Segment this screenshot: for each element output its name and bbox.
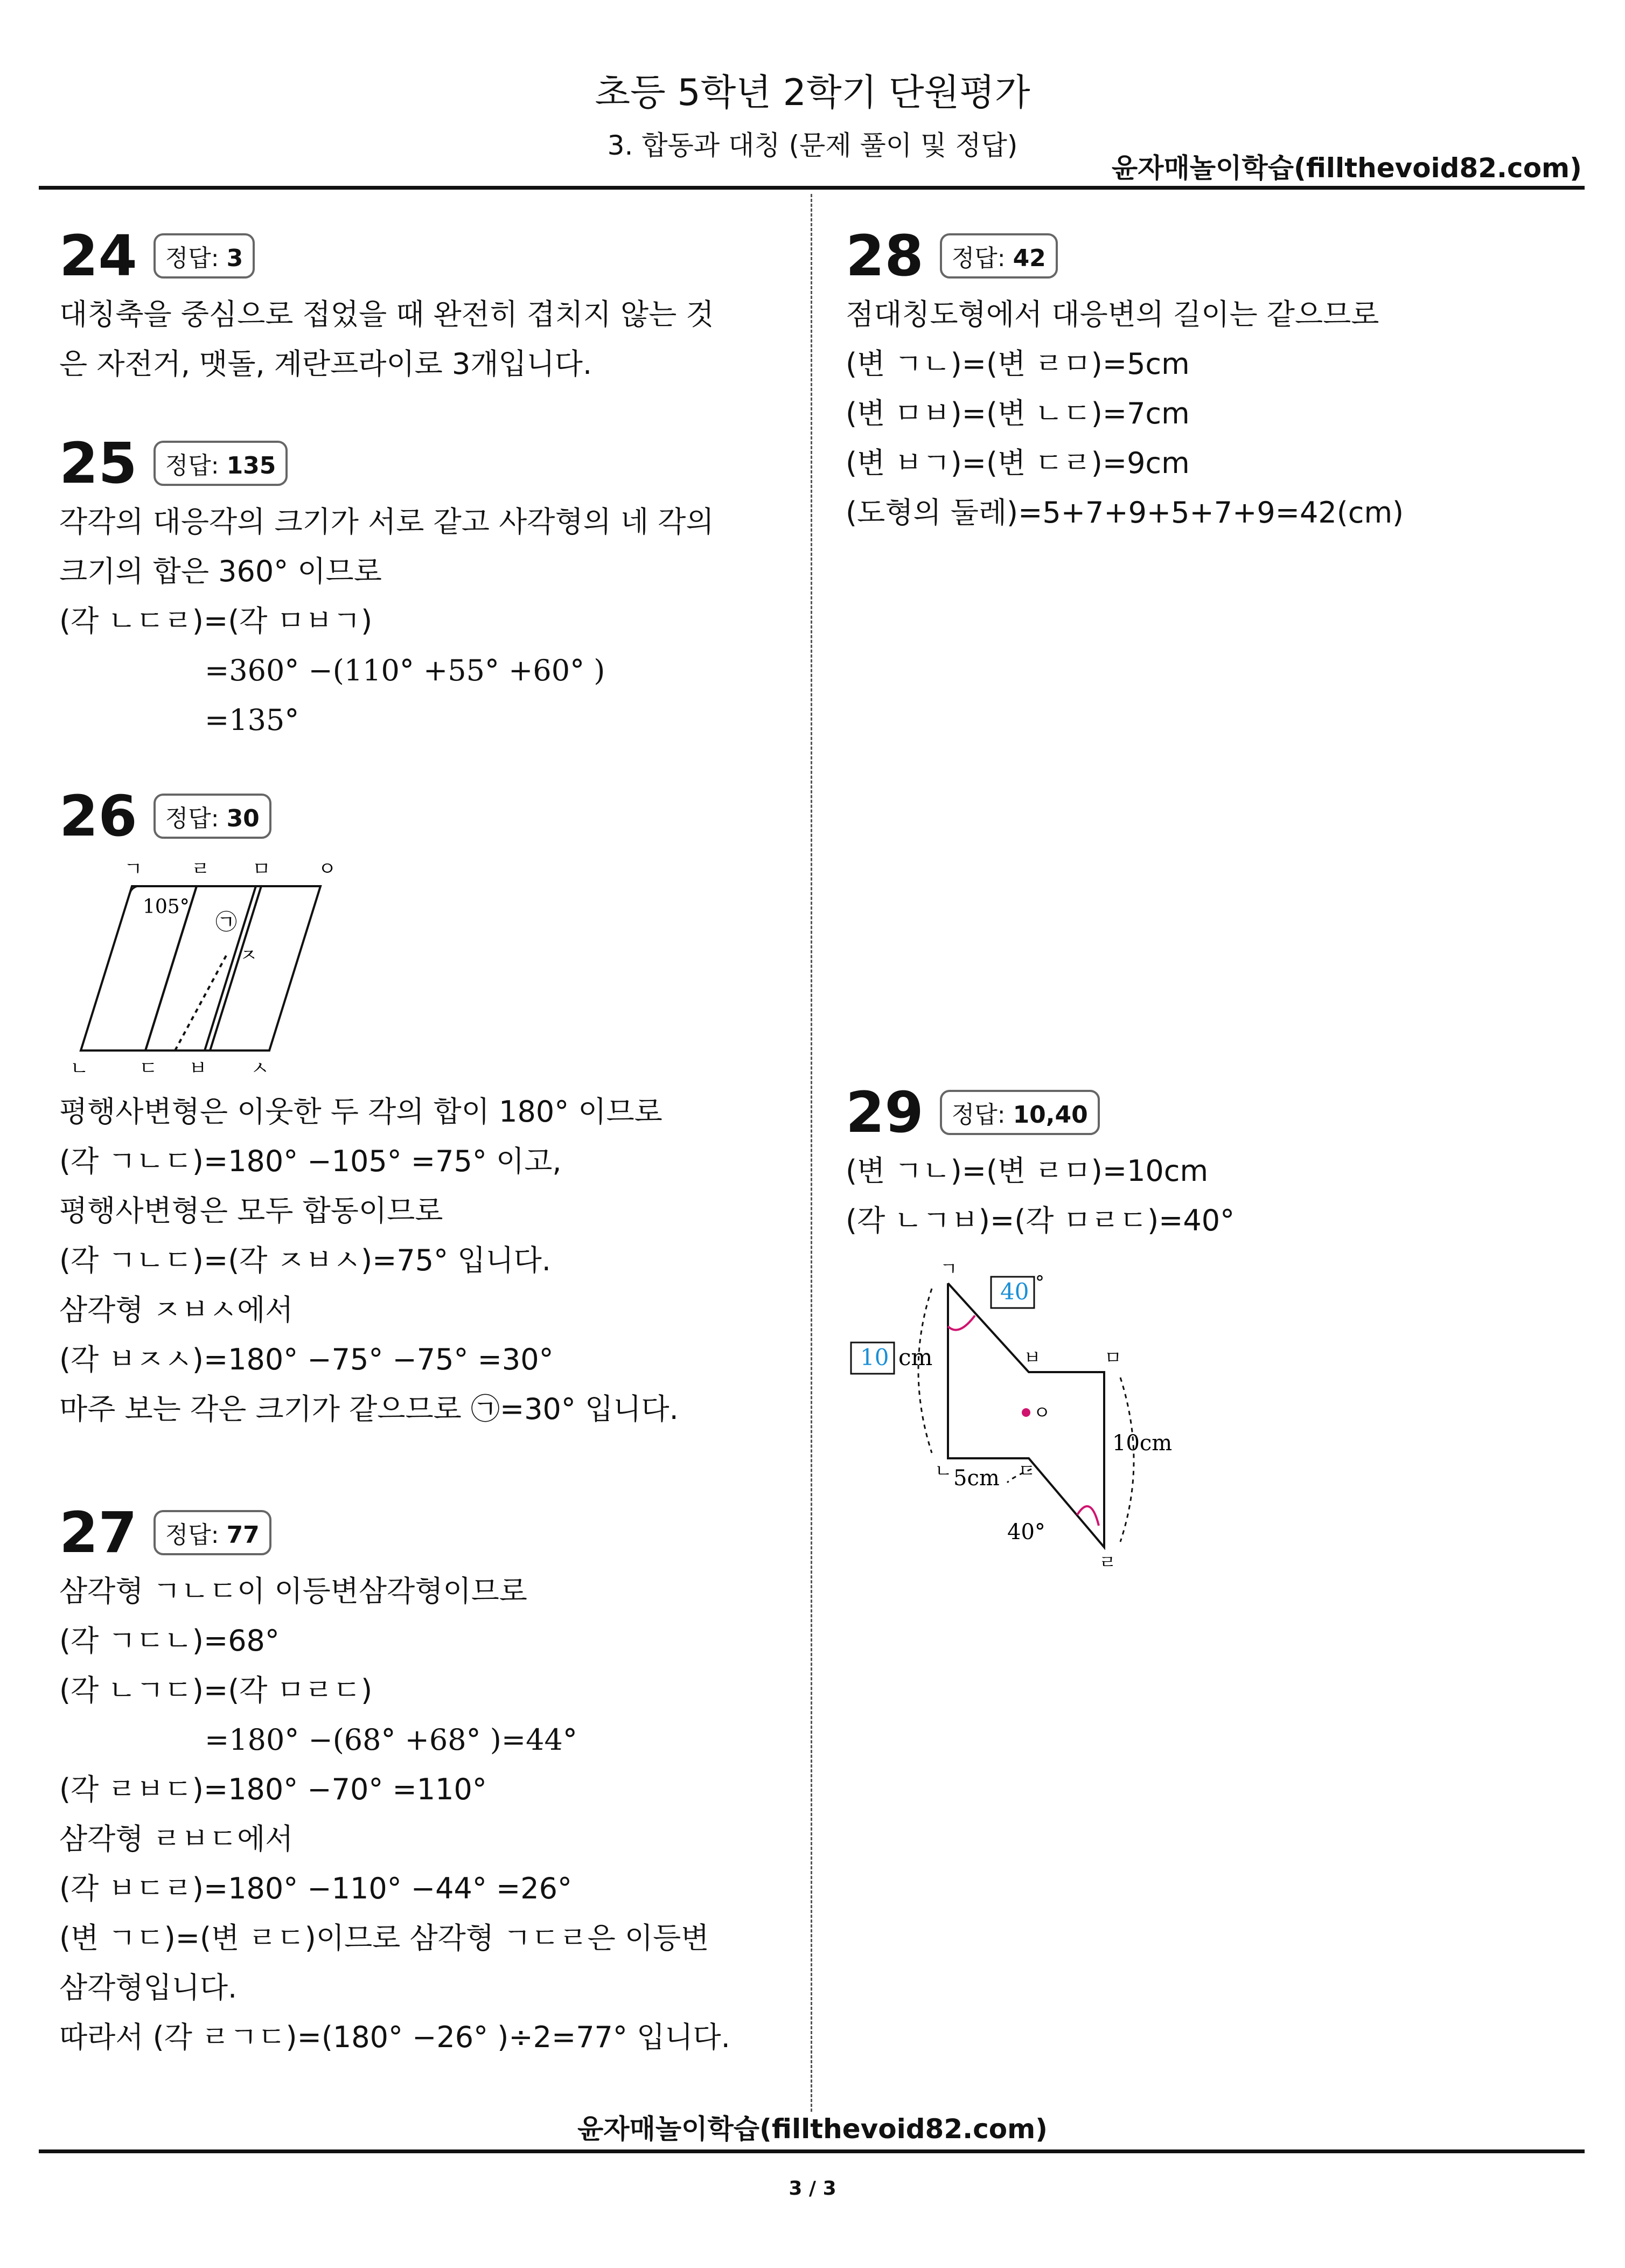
answer-badge: 정답: 30 (154, 794, 271, 839)
answer-angle-box: 40 (1000, 1278, 1029, 1305)
question-number: 27 (59, 1500, 137, 1566)
question-number: 28 (846, 223, 924, 289)
svg-text:ㅈ: ㅈ (240, 945, 257, 966)
svg-text:ㅂ: ㅂ (189, 1058, 207, 1080)
answer-badge: 정답: 3 (154, 233, 255, 279)
solution-line: (변 ㄱㄷ)=(변 ㄹㄷ)이므로 삼각형 ㄱㄷㄹ은 이등변 (59, 1921, 709, 1955)
svg-text:°: ° (1035, 1272, 1044, 1293)
brand-header: 윤자매놀이학습(fillthevoid82.com) (1111, 152, 1582, 184)
svg-text:ㄷ: ㄷ (139, 1058, 158, 1080)
svg-text:cm: cm (898, 1344, 933, 1370)
solution-line: =180° −(68° +68° )=44° (205, 1723, 577, 1757)
footer-divider (39, 2149, 1585, 2153)
solution-line: 각각의 대응각의 크기가 서로 같고 사각형의 네 각의 (59, 505, 714, 539)
solution-line: 은 자전거, 맷돌, 계란프라이로 3개입니다. (59, 347, 592, 381)
answer-badge: 정답: 42 (940, 233, 1058, 279)
answer-badge: 정답: 77 (154, 1510, 271, 1555)
svg-text:ㅇ: ㅇ (1033, 1402, 1051, 1424)
svg-text:ㅂ: ㅂ (1023, 1347, 1041, 1369)
solution-line: (각 ㄱㄷㄴ)=68° (59, 1624, 280, 1658)
svg-text:40°: 40° (1007, 1520, 1045, 1545)
question-24 (59, 223, 781, 389)
solution-line: 크기의 합은 360° 이므로 (59, 554, 382, 588)
solution-line: 삼각형 ㅈㅂㅅ에서 (59, 1293, 294, 1327)
brand-footer: 윤자매놀이학습(fillthevoid82.com) (577, 2113, 1048, 2145)
solution-line: (변 ㄱㄴ)=(변 ㄹㅁ)=10cm (846, 1154, 1209, 1188)
solution-line: (변 ㅁㅂ)=(변 ㄴㄷ)=7cm (846, 396, 1190, 430)
solution-line: (변 ㄱㄴ)=(변 ㄹㅁ)=5cm (846, 347, 1190, 381)
question-29 (846, 1080, 1567, 1580)
column-divider (811, 194, 812, 2112)
page-title: 초등 5학년 2학기 단원평가 (595, 72, 1030, 114)
svg-text:ㄴ: ㄴ (934, 1460, 952, 1482)
solution-line: (각 ㄱㄴㄷ)=180° −105° =75° 이고, (59, 1144, 562, 1178)
svg-text:ㅅ: ㅅ (250, 1058, 269, 1080)
solution-line: (각 ㄴㄱㅂ)=(각 ㅁㄹㄷ)=40° (846, 1203, 1235, 1237)
angle-mark: ㉠ (215, 910, 237, 935)
solution-line: (각 ㅂㄷㄹ)=180° −110° −44° =26° (59, 1872, 572, 1905)
question-28 (846, 223, 1567, 538)
svg-text:ㄴ: ㄴ (70, 1058, 89, 1080)
svg-text:ㅇ: ㅇ (318, 858, 337, 880)
solution-line: 따라서 (각 ㄹㄱㄷ)=(180° −26° )÷2=77° 입니다. (59, 2020, 730, 2054)
svg-text:ㄹ: ㄹ (1099, 1552, 1117, 1574)
solution-line: =135° (205, 703, 299, 737)
solution-line: 대칭축을 중심으로 접었을 때 완전히 겹치지 않는 것 (59, 297, 714, 331)
solution-line: (각 ㄱㄴㄷ)=(각 ㅈㅂㅅ)=75° 입니다. (59, 1243, 551, 1277)
solution-line: (변 ㅂㄱ)=(변 ㄷㄹ)=9cm (846, 446, 1190, 480)
svg-text:ㄹ: ㄹ (191, 858, 210, 880)
question-number: 25 (59, 430, 137, 496)
question-25 (59, 430, 781, 745)
page-subtitle: 3. 합동과 대칭 (문제 풀이 및 정답) (607, 130, 1018, 161)
parallelogram-figure (59, 846, 361, 1083)
answer-length-box: 10 (860, 1344, 889, 1370)
solution-line: 마주 보는 각은 크기가 같으므로 ㉠=30° 입니다. (59, 1392, 679, 1426)
solution-line: 삼각형입니다. (59, 1971, 238, 2005)
solution-line: =360° −(110° +55° +60° ) (205, 653, 605, 687)
solution-line: 평행사변형은 모두 합동이므로 (59, 1194, 443, 1228)
solution-line: (각 ㄴㄷㄹ)=(각 ㅁㅂㄱ) (59, 604, 373, 638)
question-number: 29 (846, 1080, 924, 1145)
solution-line: (도형의 둘레)=5+7+9+5+7+9=42(cm) (846, 496, 1404, 530)
solution-line: 평행사변형은 이웃한 두 각의 합이 180° 이므로 (59, 1095, 662, 1129)
svg-text:5cm: 5cm (953, 1466, 1000, 1491)
angle-label: 105° (143, 896, 190, 918)
svg-text:ㅁ: ㅁ (252, 858, 271, 880)
solution-line: 삼각형 ㄹㅂㄷ에서 (59, 1822, 294, 1856)
answer-badge: 정답: 135 (154, 441, 288, 486)
question-27 (59, 1500, 781, 2062)
solution-line: 삼각형 ㄱㄴㄷ이 이등변삼각형이므로 (59, 1574, 527, 1608)
question-number: 26 (59, 783, 137, 849)
solution-line: (각 ㄹㅂㄷ)=180° −70° =110° (59, 1772, 487, 1806)
page-number: 3 / 3 (789, 2177, 836, 2200)
solution-line: (각 ㅂㅈㅅ)=180° −75° −75° =30° (59, 1342, 554, 1376)
header-divider (39, 186, 1585, 190)
svg-text:ㄱ: ㄱ (124, 858, 143, 880)
answer-badge: 정답: 10,40 (940, 1090, 1100, 1135)
svg-text:ㄷ: ㄷ (1018, 1460, 1036, 1482)
svg-text:ㅁ: ㅁ (1104, 1347, 1122, 1369)
svg-text:ㄱ: ㄱ (940, 1258, 958, 1280)
solution-line: 점대칭도형에서 대응변의 길이는 같으므로 (846, 297, 1379, 331)
question-number: 24 (59, 223, 137, 289)
solution-line: (각 ㄴㄱㄷ)=(각 ㅁㄹㄷ) (59, 1673, 373, 1707)
svg-text:10cm: 10cm (1112, 1431, 1173, 1456)
question-26 (59, 783, 781, 1434)
point-symmetry-figure (846, 1256, 1212, 1580)
